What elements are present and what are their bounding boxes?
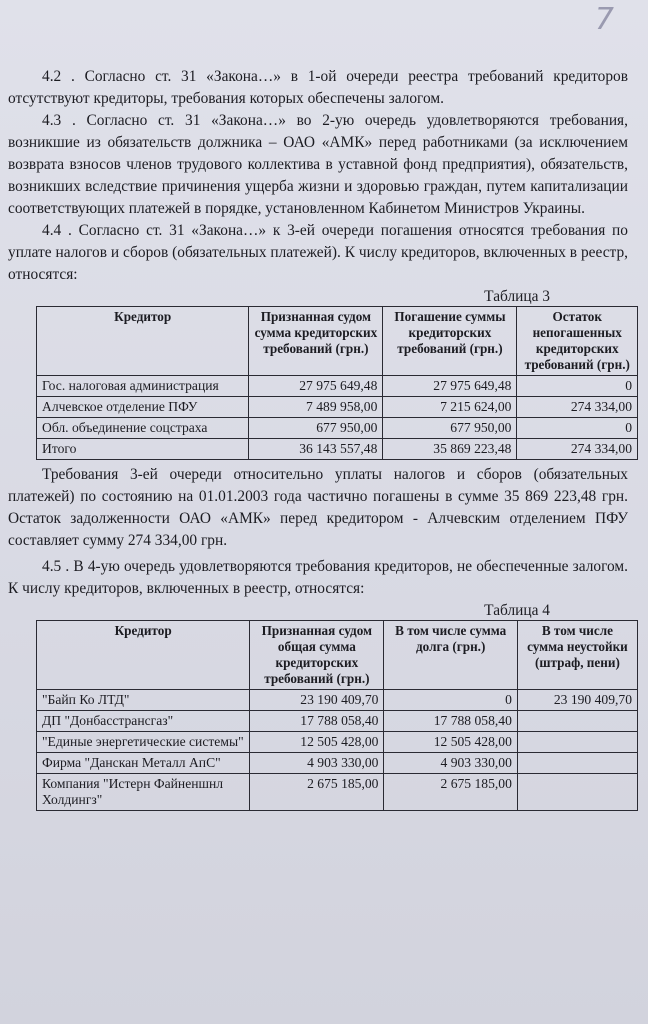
table3-cell: 27 975 649,48 bbox=[383, 376, 517, 397]
document-body bbox=[8, 66, 632, 811]
table4-cell: 4 903 330,00 bbox=[384, 753, 517, 774]
table4-header-penalty: В том числе сумма неустойки (штраф, пени) bbox=[517, 621, 637, 690]
table4-cell: Компания "Истерн Файненшнл Холдингз" bbox=[37, 774, 250, 811]
table4-cell: 2 675 185,00 bbox=[250, 774, 384, 811]
table4-header-recognized: Признанная судом общая сумма кредиторских требований (грн.) bbox=[250, 621, 384, 690]
table4-header-debt: В том числе сумма долга (грн.) bbox=[384, 621, 517, 690]
table-row bbox=[37, 732, 638, 753]
table3-cell: 274 334,00 bbox=[517, 439, 638, 460]
after-table3-paragraph: Требования 3-ей очереди относительно уплаты налогов и сборов (обязательных платежей) по состоянию на 01.01.2003 года частично погашены в сумме 35 869 223,48 грн. Остаток задолженности ОАО «АМК» перед кредитором - Алчевским отделением ПФУ составляет сумму 274 334,00 грн. bbox=[8, 466, 628, 549]
table4-cell: 2 675 185,00 bbox=[384, 774, 517, 811]
table-row bbox=[37, 753, 638, 774]
table-row bbox=[37, 418, 638, 439]
table3-cell: 677 950,00 bbox=[383, 418, 517, 439]
table3-cell: 0 bbox=[517, 376, 638, 397]
section-4-5: 4.5 . В 4-ую очередь удовлетворяются требования кредиторов, не обеспеченные залогом. К числу кредиторов, включенных в реестр, относятся: bbox=[8, 558, 628, 597]
table3-cell: 7 489 958,00 bbox=[249, 397, 383, 418]
table3-header-remaining: Остаток непогашенных кредиторских требований (грн.) bbox=[517, 307, 638, 376]
table-row-total bbox=[37, 439, 638, 460]
table4-cell: Фирма "Данскан Металл АпС" bbox=[37, 753, 250, 774]
table3-cell: 677 950,00 bbox=[249, 418, 383, 439]
table3-header-repaid: Погашение суммы кредиторских требований (грн.) bbox=[383, 307, 517, 376]
table4-cell: 23 190 409,70 bbox=[250, 690, 384, 711]
table3-cell: 7 215 624,00 bbox=[383, 397, 517, 418]
table4-header-row bbox=[37, 621, 638, 690]
table4-cell: 0 bbox=[384, 690, 517, 711]
table3-cell: 27 975 649,48 bbox=[249, 376, 383, 397]
table-row bbox=[37, 711, 638, 732]
table4-cell: 4 903 330,00 bbox=[250, 753, 384, 774]
table3-cell: Алчевское отделение ПФУ bbox=[37, 397, 249, 418]
table3-cell: 36 143 557,48 bbox=[249, 439, 383, 460]
table3-header-row bbox=[37, 307, 638, 376]
table3-cell: 0 bbox=[517, 418, 638, 439]
table4-cell bbox=[517, 774, 637, 811]
table3-cell: Обл. объединение соцстраха bbox=[37, 418, 249, 439]
table4-cell bbox=[517, 711, 637, 732]
table4-cell bbox=[517, 732, 637, 753]
table4-cell: 23 190 409,70 bbox=[517, 690, 637, 711]
table4-header-creditor: Кредитор bbox=[37, 621, 250, 690]
table-row bbox=[37, 397, 638, 418]
table3-caption: Таблица 3 bbox=[484, 288, 550, 305]
section-4-4: 4.4 . Согласно ст. 31 «Закона…» к 3-ей очереди погашения относятся требования по уплате налогов и сборов (обязательных платежей). К числу кредиторов, включенных в реестр, относятся: bbox=[8, 222, 628, 283]
table4-cell: "Байп Ко ЛТД" bbox=[37, 690, 250, 711]
section-4-3: 4.3 . Согласно ст. 31 «Закона…» во 2-ую очередь удовлетворяются требования, возникшие из обязательств должника – ОАО «АМК» перед работниками (за исключением возврата взносов членов трудового коллектива в уставной фонд предприятия), обязательств, возникших вследствие причинения ущерба жизни и здоровью граждан, путем капитализации соответствующих платежей в порядке, установленном Кабинетом Министров Украины. bbox=[8, 112, 628, 217]
table4-cell: 17 788 058,40 bbox=[384, 711, 517, 732]
table3-cell: 35 869 223,48 bbox=[383, 439, 517, 460]
table3-header-recognized: Признанная судом сумма кредиторских требований (грн.) bbox=[249, 307, 383, 376]
table-4 bbox=[36, 620, 638, 811]
table-row bbox=[37, 376, 638, 397]
table4-cell: 12 505 428,00 bbox=[384, 732, 517, 753]
table-row bbox=[37, 690, 638, 711]
table-row bbox=[37, 774, 638, 811]
table-3 bbox=[36, 306, 638, 460]
page-number: 7 bbox=[594, 2, 614, 37]
table3-cell: 274 334,00 bbox=[517, 397, 638, 418]
table4-caption: Таблица 4 bbox=[484, 602, 550, 619]
table4-cell: "Единые энергетические системы" bbox=[37, 732, 250, 753]
table4-cell: 12 505 428,00 bbox=[250, 732, 384, 753]
section-4-2: 4.2 . Согласно ст. 31 «Закона…» в 1-ой очереди реестра требований кредиторов отсутствуют кредиторы, требования которых обеспечены залогом. bbox=[8, 68, 628, 107]
table4-cell: ДП "Донбасстрансгаз" bbox=[37, 711, 250, 732]
table4-cell: 17 788 058,40 bbox=[250, 711, 384, 732]
table3-cell: Гос. налоговая администрация bbox=[37, 376, 249, 397]
table3-cell: Итого bbox=[37, 439, 249, 460]
table4-cell bbox=[517, 753, 637, 774]
table3-header-creditor: Кредитор bbox=[37, 307, 249, 376]
